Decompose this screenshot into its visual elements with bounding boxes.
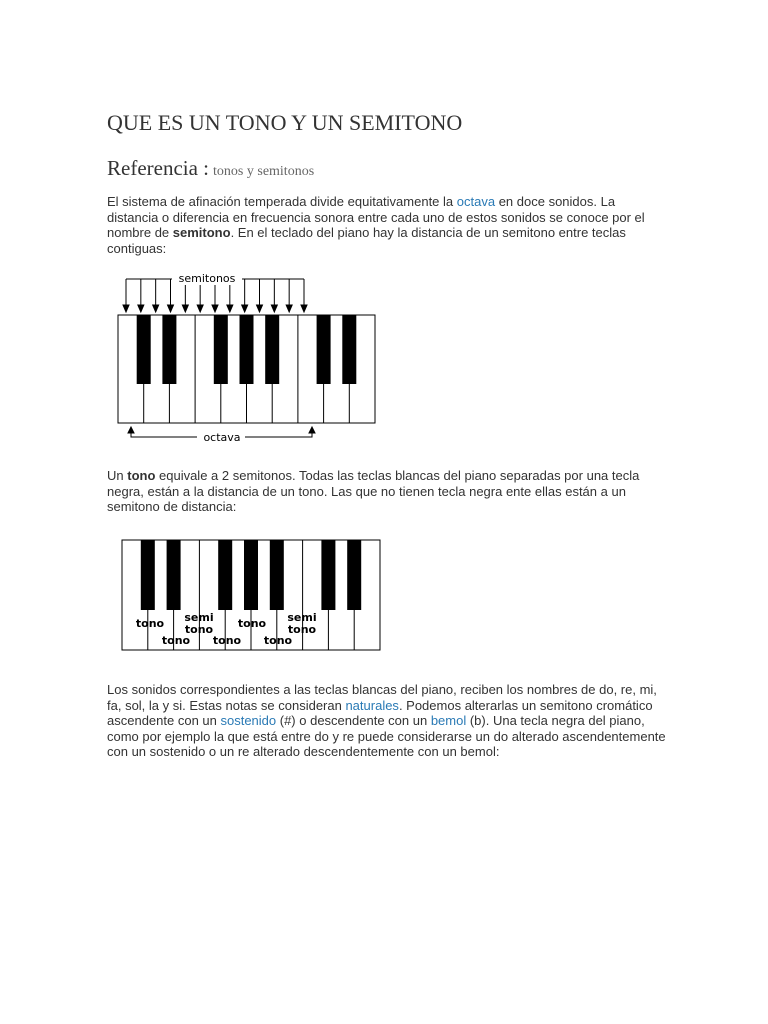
piano-tonos-figure [120, 538, 384, 654]
bold-tono: tono [127, 468, 156, 483]
arrow-head [212, 305, 218, 312]
keyboard-1 [118, 315, 375, 423]
black-key [137, 315, 151, 384]
black-key [265, 315, 279, 384]
para3-text-4: (b). Una tecla negra del piano, como por ejemplo la que está entre do y re puede considerarse un do alterado ascendentemente con un sostenido o un re alterado descendentemente con un bemol: [107, 713, 666, 759]
black-key [162, 315, 176, 384]
arrow-head [286, 305, 292, 312]
interval-label: semi [184, 611, 214, 624]
interval-label: tono [212, 634, 242, 647]
piano-semitonos-figure [112, 268, 380, 448]
link-naturales[interactable]: naturales [345, 697, 399, 713]
page-title: QUE ES UN TONO Y UN SEMITONO [107, 110, 463, 135]
keyboard-2 [122, 540, 380, 650]
arrow-head [182, 305, 188, 312]
black-key [321, 540, 335, 610]
black-key [347, 540, 361, 610]
bold-semitono: semitono [172, 225, 231, 240]
interval-label: tono [287, 623, 317, 636]
para1-text-2: en doce sonidos. La distancia o diferencia en frecuencia sonora entre cada uno de estos sonidos se conoce por el nombre de [107, 194, 645, 240]
reference-label: Referencia : [107, 156, 210, 180]
interval-label: semi [287, 611, 317, 624]
arrow-head [242, 305, 248, 312]
reference-value: tonos y semitonos [213, 164, 315, 179]
arrow-head [257, 305, 263, 312]
black-key [141, 540, 155, 610]
para3-text-2: . Podemos alterarlas un semitono cromático ascendente con un [107, 697, 653, 728]
paragraph-intro [107, 194, 667, 256]
black-key [167, 540, 181, 610]
interval-label: tono [237, 617, 267, 630]
black-key [244, 540, 258, 610]
semitonos-label: semitonos [178, 272, 236, 285]
link-sostenido[interactable]: sostenido [220, 713, 277, 728]
black-key [317, 315, 331, 384]
black-key [214, 315, 228, 384]
para1-text-3: . En el teclado del piano hay la distancia de un semitono entre teclas contiguas: [107, 225, 626, 256]
arrow-head [197, 305, 203, 312]
para3-text-3: (#) o descendente con un [276, 713, 431, 728]
arrow-head [153, 305, 159, 312]
black-key [342, 315, 356, 384]
arrow-head [168, 305, 174, 312]
interval-label: tono [184, 623, 214, 636]
arrow-head [138, 305, 144, 312]
octava-label: octava [203, 431, 241, 444]
paragraph-notas [107, 682, 667, 760]
interval-label: tono [135, 617, 165, 630]
black-key [240, 315, 254, 384]
para3-text-1: Los sonidos correspondientes a las teclas blancas del piano, reciben los nombres de do, re, mi, fa, sol, la y si. Estas notas se consideran [107, 682, 657, 713]
black-key [218, 540, 232, 610]
interval-label: tono [263, 634, 293, 647]
para2-text-2: equivale a 2 semitonos. Todas las teclas blancas del piano separadas por una tecla negra, están a la distancia de un tono. Las que no tienen tecla negra ente ellas están a un semitono de distancia: [107, 468, 640, 514]
arrow-head [301, 305, 307, 312]
paragraph-tono [107, 468, 667, 515]
arrow-head [123, 305, 129, 312]
arrow-head [271, 305, 277, 312]
reference-line [107, 156, 314, 181]
para1-text-1: El sistema de afinación temperada divide equitativamente la [107, 194, 457, 209]
arrow-head [227, 305, 233, 312]
black-key [270, 540, 284, 610]
link-bemol[interactable]: bemol [430, 713, 467, 728]
link-octava[interactable]: octava [456, 194, 496, 209]
interval-label: tono [161, 634, 191, 647]
para2-text-1: Un [107, 468, 128, 483]
